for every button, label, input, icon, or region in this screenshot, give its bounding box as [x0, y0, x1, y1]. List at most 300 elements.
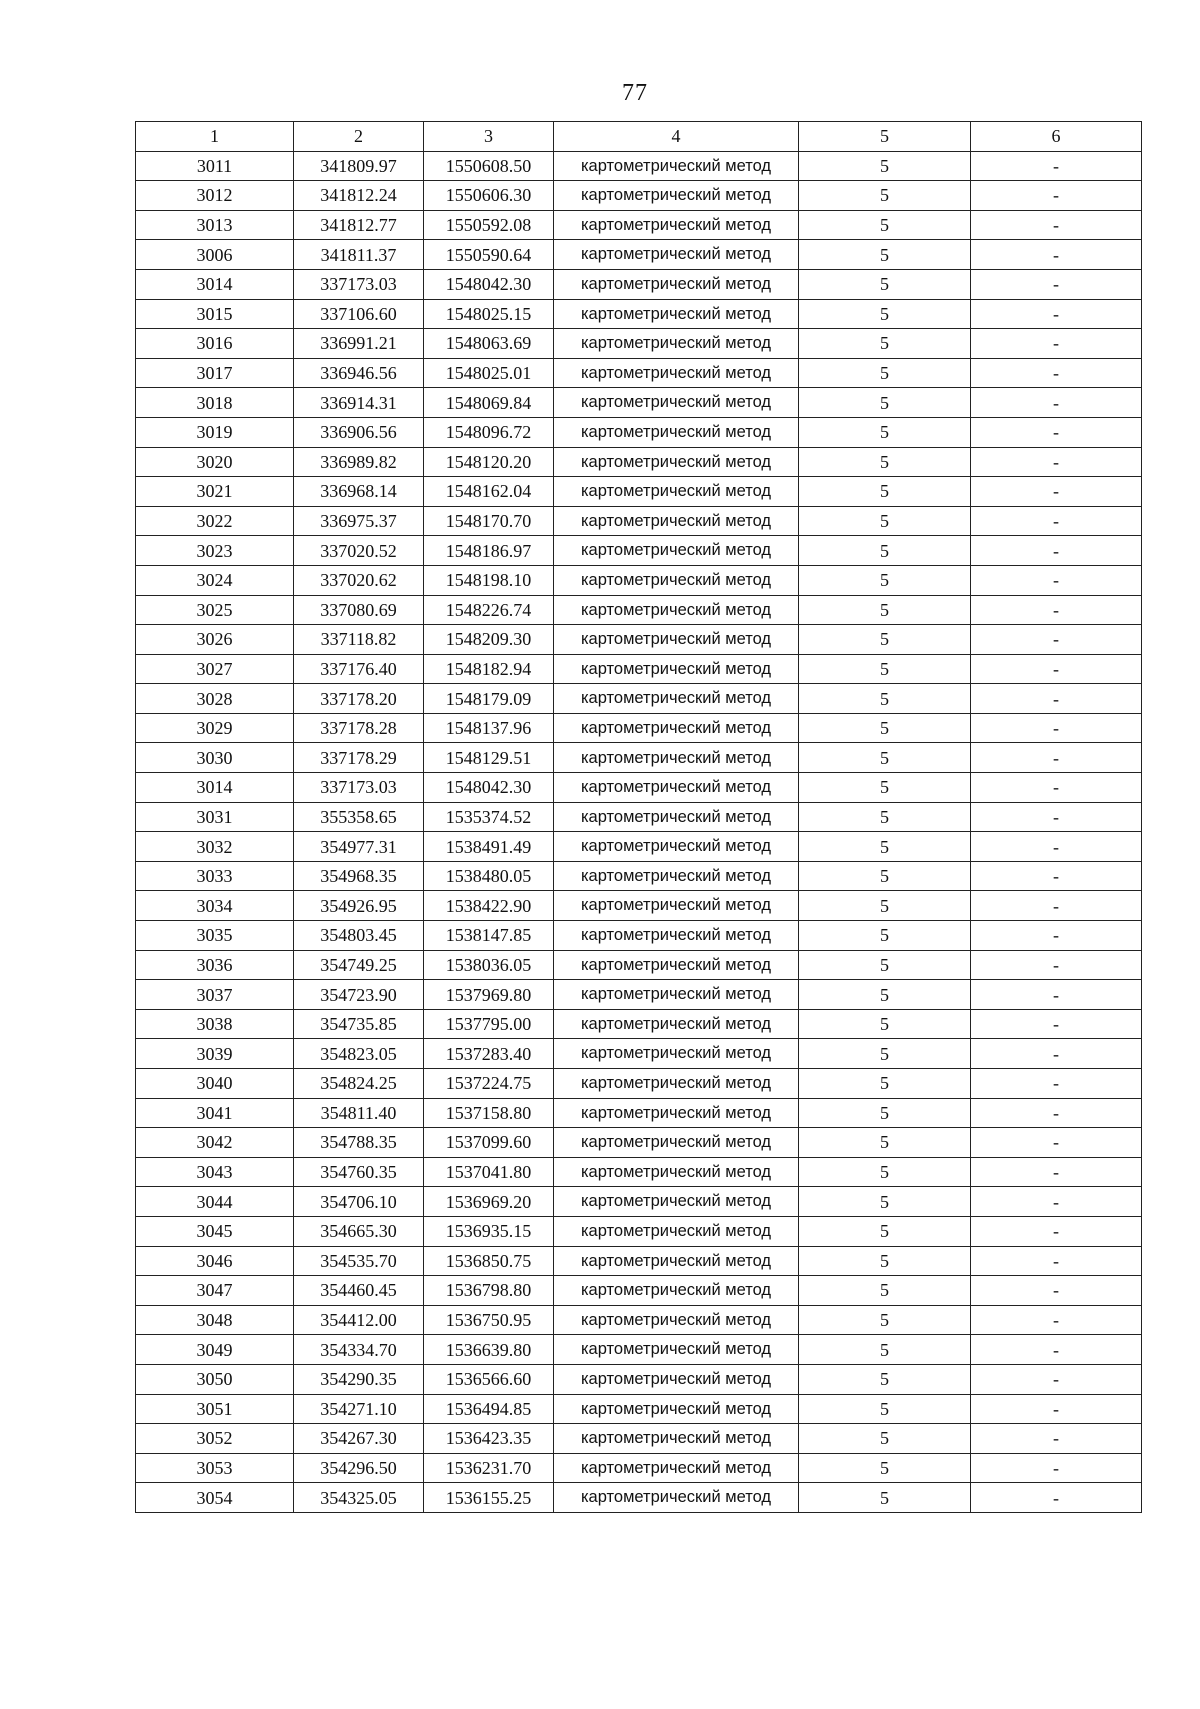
description-cell: -: [971, 477, 1142, 507]
column-header-point-number: 1: [136, 122, 294, 152]
y-coordinate-cell: 1537099.60: [424, 1128, 554, 1158]
accuracy-cell: 5: [799, 743, 971, 773]
table-header: [136, 122, 1142, 152]
description-cell: -: [971, 832, 1142, 862]
table-row: [136, 713, 1142, 743]
point-number-cell: 3028: [136, 684, 294, 714]
table-row: [136, 1305, 1142, 1335]
point-number-cell: 3011: [136, 151, 294, 181]
x-coordinate-cell: 354412.00: [294, 1305, 424, 1335]
point-number-cell: 3037: [136, 980, 294, 1010]
y-coordinate-cell: 1548025.01: [424, 358, 554, 388]
y-coordinate-cell: 1548042.30: [424, 269, 554, 299]
accuracy-cell: 5: [799, 625, 971, 655]
point-number-cell: 3053: [136, 1453, 294, 1483]
accuracy-cell: 5: [799, 1424, 971, 1454]
point-number-cell: 3013: [136, 210, 294, 240]
accuracy-cell: 5: [799, 417, 971, 447]
description-cell: -: [971, 625, 1142, 655]
accuracy-cell: 5: [799, 329, 971, 359]
table-row: [136, 1039, 1142, 1069]
point-number-cell: 3017: [136, 358, 294, 388]
point-number-cell: 3038: [136, 1009, 294, 1039]
x-coordinate-cell: 336989.82: [294, 447, 424, 477]
accuracy-cell: 5: [799, 595, 971, 625]
x-coordinate-cell: 354926.95: [294, 891, 424, 921]
y-coordinate-cell: 1548120.20: [424, 447, 554, 477]
x-coordinate-cell: 354977.31: [294, 832, 424, 862]
method-cell: картометрический метод: [554, 1128, 799, 1158]
description-cell: -: [971, 1424, 1142, 1454]
x-coordinate-cell: 337173.03: [294, 269, 424, 299]
point-number-cell: 3030: [136, 743, 294, 773]
y-coordinate-cell: 1537795.00: [424, 1009, 554, 1039]
method-cell: картометрический метод: [554, 773, 799, 803]
description-cell: -: [971, 1305, 1142, 1335]
x-coordinate-cell: 354271.10: [294, 1394, 424, 1424]
table-row: [136, 1098, 1142, 1128]
x-coordinate-cell: 354968.35: [294, 861, 424, 891]
description-cell: -: [971, 447, 1142, 477]
description-cell: -: [971, 802, 1142, 832]
description-cell: -: [971, 1039, 1142, 1069]
y-coordinate-cell: 1548198.10: [424, 565, 554, 595]
accuracy-cell: 5: [799, 1039, 971, 1069]
accuracy-cell: 5: [799, 713, 971, 743]
point-number-cell: 3015: [136, 299, 294, 329]
description-cell: -: [971, 773, 1142, 803]
accuracy-cell: 5: [799, 388, 971, 418]
method-cell: картометрический метод: [554, 1009, 799, 1039]
method-cell: картометрический метод: [554, 743, 799, 773]
method-cell: картометрический метод: [554, 447, 799, 477]
method-cell: картометрический метод: [554, 477, 799, 507]
description-cell: -: [971, 980, 1142, 1010]
y-coordinate-cell: 1550606.30: [424, 181, 554, 211]
point-number-cell: 3014: [136, 773, 294, 803]
x-coordinate-cell: 354788.35: [294, 1128, 424, 1158]
description-cell: -: [971, 565, 1142, 595]
x-coordinate-cell: 354706.10: [294, 1187, 424, 1217]
accuracy-cell: 5: [799, 210, 971, 240]
table-row: [136, 447, 1142, 477]
y-coordinate-cell: 1536566.60: [424, 1364, 554, 1394]
point-number-cell: 3046: [136, 1246, 294, 1276]
table-row: [136, 1009, 1142, 1039]
y-coordinate-cell: 1536639.80: [424, 1335, 554, 1365]
table-row: [136, 1394, 1142, 1424]
table-row: [136, 684, 1142, 714]
table-row: [136, 1246, 1142, 1276]
y-coordinate-cell: 1548137.96: [424, 713, 554, 743]
y-coordinate-cell: 1548182.94: [424, 654, 554, 684]
method-cell: картометрический метод: [554, 1216, 799, 1246]
y-coordinate-cell: 1536798.80: [424, 1276, 554, 1306]
y-coordinate-cell: 1538036.05: [424, 950, 554, 980]
x-coordinate-cell: 354803.45: [294, 921, 424, 951]
table-row: [136, 1483, 1142, 1513]
description-cell: -: [971, 1246, 1142, 1276]
table-row: [136, 358, 1142, 388]
method-cell: картометрический метод: [554, 861, 799, 891]
x-coordinate-cell: 354735.85: [294, 1009, 424, 1039]
point-number-cell: 3029: [136, 713, 294, 743]
accuracy-cell: 5: [799, 151, 971, 181]
method-cell: картометрический метод: [554, 713, 799, 743]
table-row: [136, 1187, 1142, 1217]
y-coordinate-cell: 1548129.51: [424, 743, 554, 773]
x-coordinate-cell: 354723.90: [294, 980, 424, 1010]
point-number-cell: 3016: [136, 329, 294, 359]
table-row: [136, 950, 1142, 980]
accuracy-cell: 5: [799, 477, 971, 507]
table-row: [136, 329, 1142, 359]
method-cell: картометрический метод: [554, 181, 799, 211]
y-coordinate-cell: 1536969.20: [424, 1187, 554, 1217]
y-coordinate-cell: 1548226.74: [424, 595, 554, 625]
point-number-cell: 3039: [136, 1039, 294, 1069]
method-cell: картометрический метод: [554, 654, 799, 684]
table-row: [136, 269, 1142, 299]
point-number-cell: 3042: [136, 1128, 294, 1158]
y-coordinate-cell: 1537041.80: [424, 1157, 554, 1187]
description-cell: -: [971, 595, 1142, 625]
point-number-cell: 3026: [136, 625, 294, 655]
point-number-cell: 3054: [136, 1483, 294, 1513]
x-coordinate-cell: 336991.21: [294, 329, 424, 359]
x-coordinate-cell: 354760.35: [294, 1157, 424, 1187]
table-row: [136, 743, 1142, 773]
point-number-cell: 3032: [136, 832, 294, 862]
description-cell: -: [971, 713, 1142, 743]
description-cell: -: [971, 654, 1142, 684]
point-number-cell: 3043: [136, 1157, 294, 1187]
y-coordinate-cell: 1548063.69: [424, 329, 554, 359]
method-cell: картометрический метод: [554, 506, 799, 536]
accuracy-cell: 5: [799, 181, 971, 211]
y-coordinate-cell: 1537969.80: [424, 980, 554, 1010]
y-coordinate-cell: 1536231.70: [424, 1453, 554, 1483]
description-cell: -: [971, 1364, 1142, 1394]
x-coordinate-cell: 341812.77: [294, 210, 424, 240]
accuracy-cell: 5: [799, 684, 971, 714]
accuracy-cell: 5: [799, 1187, 971, 1217]
method-cell: картометрический метод: [554, 950, 799, 980]
method-cell: картометрический метод: [554, 1483, 799, 1513]
description-cell: -: [971, 1128, 1142, 1158]
y-coordinate-cell: 1548069.84: [424, 388, 554, 418]
description-cell: -: [971, 1216, 1142, 1246]
method-cell: картометрический метод: [554, 1098, 799, 1128]
column-header-y-coordinate: 3: [424, 122, 554, 152]
y-coordinate-cell: 1550592.08: [424, 210, 554, 240]
table-row: [136, 625, 1142, 655]
method-cell: картометрический метод: [554, 1039, 799, 1069]
description-cell: -: [971, 388, 1142, 418]
table-row: [136, 861, 1142, 891]
accuracy-cell: 5: [799, 1276, 971, 1306]
point-number-cell: 3023: [136, 536, 294, 566]
y-coordinate-cell: 1538491.49: [424, 832, 554, 862]
description-cell: -: [971, 921, 1142, 951]
method-cell: картометрический метод: [554, 1069, 799, 1099]
method-cell: картометрический метод: [554, 625, 799, 655]
table-row: [136, 299, 1142, 329]
point-number-cell: 3025: [136, 595, 294, 625]
description-cell: -: [971, 861, 1142, 891]
point-number-cell: 3052: [136, 1424, 294, 1454]
table-row: [136, 1364, 1142, 1394]
description-cell: -: [971, 536, 1142, 566]
x-coordinate-cell: 354811.40: [294, 1098, 424, 1128]
y-coordinate-cell: 1537158.80: [424, 1098, 554, 1128]
accuracy-cell: 5: [799, 1128, 971, 1158]
method-cell: картометрический метод: [554, 684, 799, 714]
description-cell: -: [971, 950, 1142, 980]
description-cell: -: [971, 269, 1142, 299]
y-coordinate-cell: 1548209.30: [424, 625, 554, 655]
table-row: [136, 1069, 1142, 1099]
accuracy-cell: 5: [799, 565, 971, 595]
accuracy-cell: 5: [799, 1009, 971, 1039]
description-cell: -: [971, 358, 1142, 388]
x-coordinate-cell: 336946.56: [294, 358, 424, 388]
table-row: [136, 210, 1142, 240]
table-row: [136, 654, 1142, 684]
accuracy-cell: 5: [799, 1364, 971, 1394]
x-coordinate-cell: 355358.65: [294, 802, 424, 832]
table-row: [136, 181, 1142, 211]
description-cell: -: [971, 1069, 1142, 1099]
method-cell: картометрический метод: [554, 358, 799, 388]
x-coordinate-cell: 341811.37: [294, 240, 424, 270]
method-cell: картометрический метод: [554, 832, 799, 862]
x-coordinate-cell: 354749.25: [294, 950, 424, 980]
description-cell: -: [971, 240, 1142, 270]
method-cell: картометрический метод: [554, 565, 799, 595]
x-coordinate-cell: 337178.20: [294, 684, 424, 714]
y-coordinate-cell: 1550608.50: [424, 151, 554, 181]
x-coordinate-cell: 354823.05: [294, 1039, 424, 1069]
method-cell: картометрический метод: [554, 329, 799, 359]
accuracy-cell: 5: [799, 299, 971, 329]
column-header-method: 4: [554, 122, 799, 152]
point-number-cell: 3012: [136, 181, 294, 211]
description-cell: -: [971, 1394, 1142, 1424]
description-cell: -: [971, 1187, 1142, 1217]
method-cell: картометрический метод: [554, 1453, 799, 1483]
method-cell: картометрический метод: [554, 1187, 799, 1217]
x-coordinate-cell: 337176.40: [294, 654, 424, 684]
method-cell: картометрический метод: [554, 1424, 799, 1454]
table-row: [136, 595, 1142, 625]
point-number-cell: 3047: [136, 1276, 294, 1306]
y-coordinate-cell: 1548096.72: [424, 417, 554, 447]
point-number-cell: 3031: [136, 802, 294, 832]
accuracy-cell: 5: [799, 861, 971, 891]
x-coordinate-cell: 337173.03: [294, 773, 424, 803]
x-coordinate-cell: 337106.60: [294, 299, 424, 329]
y-coordinate-cell: 1548025.15: [424, 299, 554, 329]
table-row: [136, 980, 1142, 1010]
accuracy-cell: 5: [799, 1098, 971, 1128]
description-cell: -: [971, 1276, 1142, 1306]
table-row: [136, 802, 1142, 832]
table-row: [136, 891, 1142, 921]
method-cell: картометрический метод: [554, 802, 799, 832]
point-number-cell: 3044: [136, 1187, 294, 1217]
description-cell: -: [971, 299, 1142, 329]
x-coordinate-cell: 354535.70: [294, 1246, 424, 1276]
point-number-cell: 3045: [136, 1216, 294, 1246]
table-row: [136, 565, 1142, 595]
description-cell: -: [971, 181, 1142, 211]
x-coordinate-cell: 336975.37: [294, 506, 424, 536]
accuracy-cell: 5: [799, 980, 971, 1010]
table-row: [136, 832, 1142, 862]
column-header-x-coordinate: 2: [294, 122, 424, 152]
description-cell: -: [971, 684, 1142, 714]
y-coordinate-cell: 1550590.64: [424, 240, 554, 270]
point-number-cell: 3020: [136, 447, 294, 477]
method-cell: картометрический метод: [554, 417, 799, 447]
table-row: [136, 1453, 1142, 1483]
accuracy-cell: 5: [799, 1483, 971, 1513]
table-body: [136, 151, 1142, 1512]
point-number-cell: 3049: [136, 1335, 294, 1365]
point-number-cell: 3041: [136, 1098, 294, 1128]
description-cell: -: [971, 1009, 1142, 1039]
x-coordinate-cell: 354325.05: [294, 1483, 424, 1513]
y-coordinate-cell: 1548186.97: [424, 536, 554, 566]
method-cell: картометрический метод: [554, 536, 799, 566]
accuracy-cell: 5: [799, 506, 971, 536]
table-header-row: [136, 122, 1142, 152]
description-cell: -: [971, 891, 1142, 921]
table-row: [136, 388, 1142, 418]
accuracy-cell: 5: [799, 1157, 971, 1187]
table-row: [136, 151, 1142, 181]
x-coordinate-cell: 337020.52: [294, 536, 424, 566]
accuracy-cell: 5: [799, 1335, 971, 1365]
accuracy-cell: 5: [799, 832, 971, 862]
point-number-cell: 3050: [136, 1364, 294, 1394]
description-cell: -: [971, 1453, 1142, 1483]
x-coordinate-cell: 337178.29: [294, 743, 424, 773]
method-cell: картометрический метод: [554, 1394, 799, 1424]
point-number-cell: 3019: [136, 417, 294, 447]
x-coordinate-cell: 341812.24: [294, 181, 424, 211]
point-number-cell: 3034: [136, 891, 294, 921]
x-coordinate-cell: 354665.30: [294, 1216, 424, 1246]
method-cell: картометрический метод: [554, 1276, 799, 1306]
x-coordinate-cell: 336906.56: [294, 417, 424, 447]
description-cell: -: [971, 1483, 1142, 1513]
y-coordinate-cell: 1536850.75: [424, 1246, 554, 1276]
accuracy-cell: 5: [799, 269, 971, 299]
table-row: [136, 1128, 1142, 1158]
y-coordinate-cell: 1535374.52: [424, 802, 554, 832]
method-cell: картометрический метод: [554, 269, 799, 299]
description-cell: -: [971, 329, 1142, 359]
point-number-cell: 3022: [136, 506, 294, 536]
table-row: [136, 1216, 1142, 1246]
description-cell: -: [971, 151, 1142, 181]
x-coordinate-cell: 354824.25: [294, 1069, 424, 1099]
accuracy-cell: 5: [799, 802, 971, 832]
method-cell: картометрический метод: [554, 1157, 799, 1187]
accuracy-cell: 5: [799, 773, 971, 803]
point-number-cell: 3021: [136, 477, 294, 507]
method-cell: картометрический метод: [554, 1305, 799, 1335]
column-header-accuracy: 5: [799, 122, 971, 152]
point-number-cell: 3006: [136, 240, 294, 270]
x-coordinate-cell: 354460.45: [294, 1276, 424, 1306]
y-coordinate-cell: 1538422.90: [424, 891, 554, 921]
x-coordinate-cell: 337118.82: [294, 625, 424, 655]
y-coordinate-cell: 1536750.95: [424, 1305, 554, 1335]
point-number-cell: 3018: [136, 388, 294, 418]
method-cell: картометрический метод: [554, 151, 799, 181]
method-cell: картометрический метод: [554, 921, 799, 951]
y-coordinate-cell: 1548170.70: [424, 506, 554, 536]
x-coordinate-cell: 354334.70: [294, 1335, 424, 1365]
description-cell: -: [971, 506, 1142, 536]
x-coordinate-cell: 336968.14: [294, 477, 424, 507]
point-number-cell: 3051: [136, 1394, 294, 1424]
accuracy-cell: 5: [799, 240, 971, 270]
point-number-cell: 3024: [136, 565, 294, 595]
x-coordinate-cell: 341809.97: [294, 151, 424, 181]
page-number: 77: [622, 80, 648, 106]
y-coordinate-cell: 1538147.85: [424, 921, 554, 951]
method-cell: картометрический метод: [554, 210, 799, 240]
method-cell: картометрический метод: [554, 299, 799, 329]
table-row: [136, 1157, 1142, 1187]
column-header-description: 6: [971, 122, 1142, 152]
table-row: [136, 773, 1142, 803]
y-coordinate-cell: 1536935.15: [424, 1216, 554, 1246]
table-row: [136, 536, 1142, 566]
point-number-cell: 3036: [136, 950, 294, 980]
description-cell: -: [971, 1098, 1142, 1128]
coordinates-table: [135, 121, 1142, 1513]
y-coordinate-cell: 1538480.05: [424, 861, 554, 891]
accuracy-cell: 5: [799, 654, 971, 684]
point-number-cell: 3033: [136, 861, 294, 891]
accuracy-cell: 5: [799, 1394, 971, 1424]
y-coordinate-cell: 1548042.30: [424, 773, 554, 803]
accuracy-cell: 5: [799, 950, 971, 980]
point-number-cell: 3027: [136, 654, 294, 684]
accuracy-cell: 5: [799, 1246, 971, 1276]
method-cell: картометрический метод: [554, 891, 799, 921]
accuracy-cell: 5: [799, 447, 971, 477]
table-row: [136, 477, 1142, 507]
x-coordinate-cell: 337020.62: [294, 565, 424, 595]
point-number-cell: 3040: [136, 1069, 294, 1099]
table-row: [136, 1276, 1142, 1306]
x-coordinate-cell: 337080.69: [294, 595, 424, 625]
y-coordinate-cell: 1548179.09: [424, 684, 554, 714]
accuracy-cell: 5: [799, 1305, 971, 1335]
method-cell: картометрический метод: [554, 388, 799, 418]
point-number-cell: 3048: [136, 1305, 294, 1335]
accuracy-cell: 5: [799, 891, 971, 921]
point-number-cell: 3035: [136, 921, 294, 951]
x-coordinate-cell: 354296.50: [294, 1453, 424, 1483]
table-row: [136, 240, 1142, 270]
